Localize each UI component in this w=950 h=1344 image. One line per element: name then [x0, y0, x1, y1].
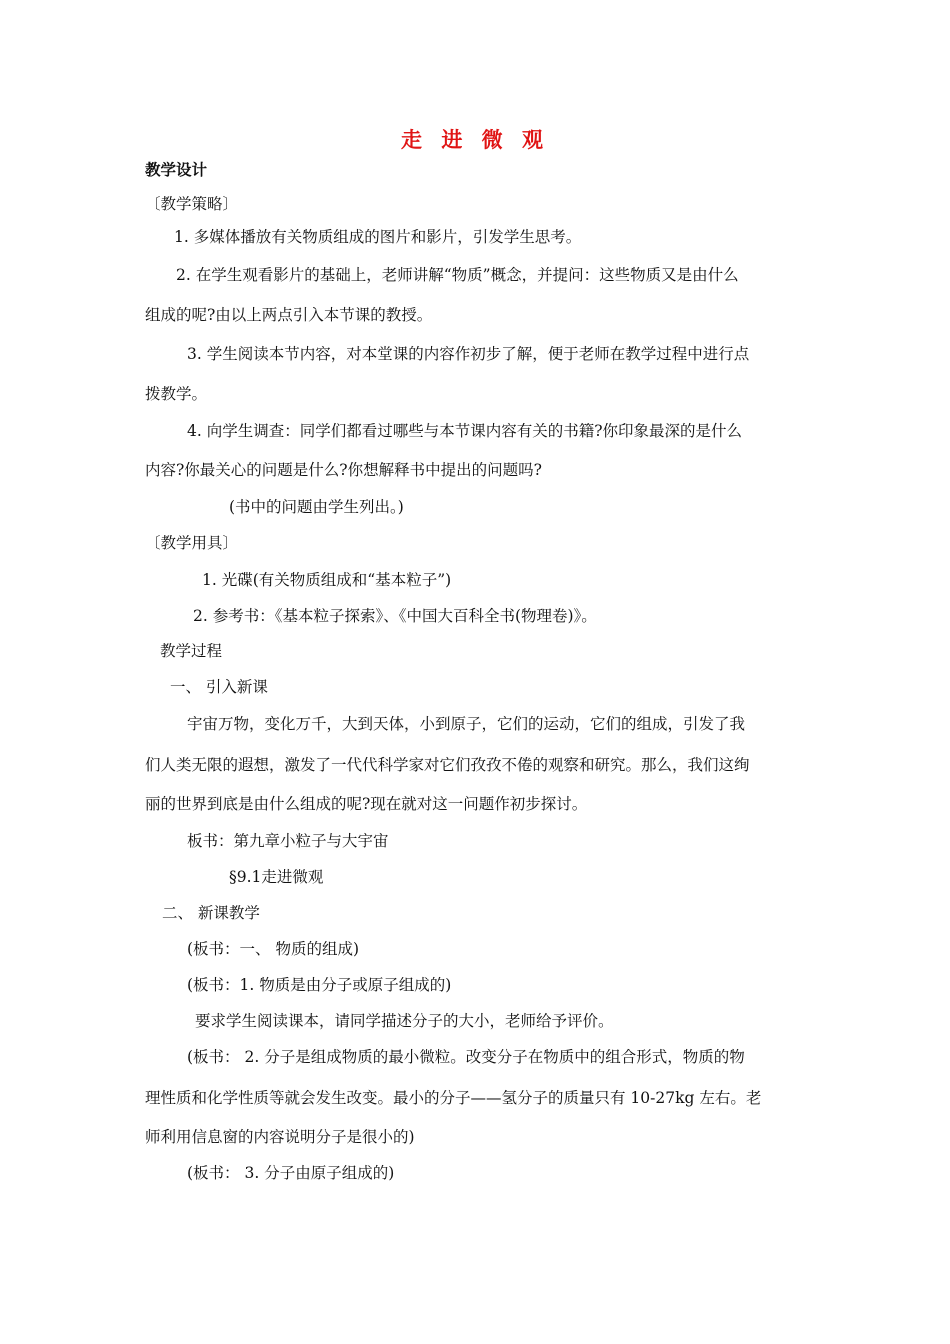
- section-one-paragraph-line-3: 丽的世界到底是由什么组成的呢?现在就对这一问题作初步探讨。: [145, 795, 588, 813]
- board-note-3-line-1: (板书： 2. 分子是组成物质的最小微粒。改变分子在物质中的组合形式，物质的物: [187, 1048, 745, 1066]
- process-label: 教学过程: [160, 642, 223, 660]
- strategy-item-1: 1. 多媒体播放有关物质组成的图片和影片，引发学生思考。: [174, 228, 582, 246]
- strategy-item-2-line-1: 2. 在学生观看影片的基础上，老师讲解“物质”概念，并提问：这些物质又是由什么: [176, 266, 739, 284]
- section-one-paragraph-line-1: 宇宙万物，变化万千，大到天体，小到原子，它们的运动，它们的组成，引发了我: [187, 715, 746, 733]
- board-note-3-line-2: 理性质和化学性质等就会发生改变。最小的分子——氢分子的质量只有 10-27kg 左右。老: [145, 1089, 762, 1107]
- strategy-item-2-line-2: 组成的呢?由以上两点引入本节课的教授。: [145, 306, 433, 324]
- tools-item-2: 2. 参考书：《基本粒子探索》、《中国大百科全书(物理卷)》。: [193, 607, 597, 625]
- section-two-heading: 二、 新课教学: [162, 904, 260, 922]
- strategy-item-4-line-2: 内容?你最关心的问题是什么?你想解释书中提出的问题吗?: [145, 461, 542, 479]
- board-note-2: (板书：1. 物质是由分子或原子组成的): [187, 976, 452, 994]
- tools-label: 〔教学用具〕: [145, 534, 239, 552]
- board-note-4: (板书： 3. 分子由原子组成的): [187, 1164, 395, 1182]
- board-note-3-line-3: 师利用信息窗的内容说明分子是很小的): [145, 1128, 415, 1146]
- board-note-1: (板书：一、 物质的组成): [187, 940, 360, 958]
- document-title: 走 进 微 观: [401, 128, 549, 152]
- section-one-paragraph-line-2: 们人类无限的遐想，激发了一代代科学家对它们孜孜不倦的观察和研究。那么，我们这绚: [145, 756, 750, 774]
- section-heading: 教学设计: [145, 161, 208, 179]
- tools-item-1: 1. 光碟(有关物质组成和“基本粒子”): [202, 571, 452, 589]
- reading-instruction: 要求学生阅读课本，请同学描述分子的大小，老师给予评价。: [195, 1012, 614, 1030]
- strategy-label: 〔教学策略〕: [145, 195, 239, 213]
- strategy-item-4-line-1: 4. 向学生调查：同学们都看过哪些与本节课内容有关的书籍?你印象最深的是什么: [187, 422, 743, 440]
- strategy-item-3-line-2: 拨教学。: [145, 385, 208, 403]
- strategy-item-4-note: (书中的问题由学生列出。): [229, 498, 404, 516]
- strategy-item-3-line-1: 3. 学生阅读本节内容，对本堂课的内容作初步了解，便于老师在教学过程中进行点: [187, 345, 750, 363]
- board-note-section: §9.1走进微观: [229, 868, 324, 886]
- board-note-chapter: 板书：第九章小粒子与大宇宙: [187, 832, 389, 850]
- section-one-heading: 一、 引入新课: [170, 678, 268, 696]
